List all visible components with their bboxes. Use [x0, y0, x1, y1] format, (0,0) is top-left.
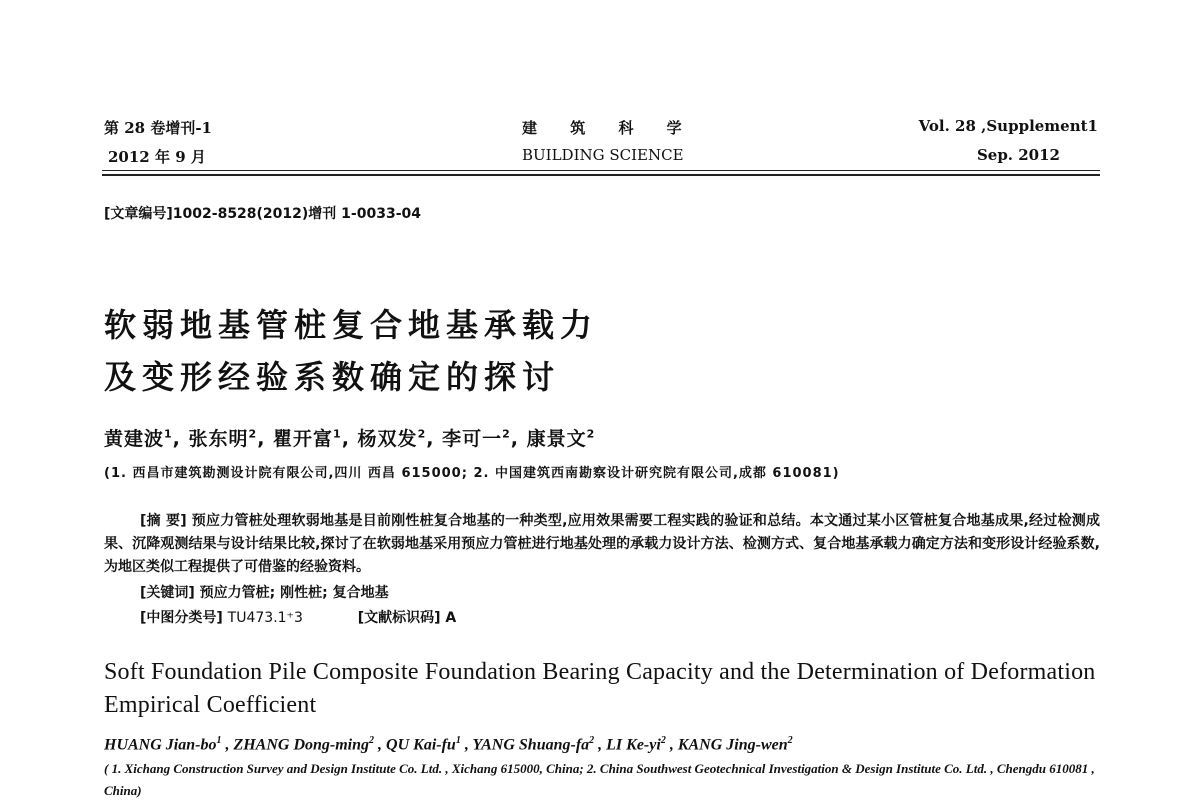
journal-name-cn: 建 筑 科 学 — [522, 119, 696, 137]
title-cn-line1: 软弱地基管桩复合地基承载力 — [104, 306, 599, 344]
clc-label: [中图分类号] — [140, 610, 223, 626]
keywords-cn — [140, 582, 389, 602]
author-en-6: KANG Jing-wen — [677, 736, 788, 754]
date-cn: 2012 年 9 月 — [108, 148, 206, 166]
affiliation-en: ( 1. Xichang Construction Survey and Design Institute Co. Ltd. , Xichang 615000, China; 2. China Southwest Geotechnical Investigation & Design Institute Co. Ltd. , Chengdu 610081 , China) — [104, 761, 1095, 798]
title-cn-line2: 及变形经验系数确定的探讨 — [104, 358, 561, 396]
author-cn-6: 康景文 — [526, 428, 587, 450]
author-cn-4: 杨双发 — [357, 428, 418, 450]
keywords-label: [关键词] — [140, 585, 195, 601]
date-en: Sep. 2012 — [976, 146, 1060, 164]
volume-en: Vol. 28 ,Supplement1 — [918, 117, 1098, 135]
author-cn-5-aff: 2 — [502, 427, 511, 441]
author-en-2: ZHANG Dong-ming — [233, 736, 370, 754]
author-cn-1-aff: 1 — [164, 427, 173, 441]
authors-cn: 黄建波$^1$, 张东明$^2$, 瞿开富$^1$, 杨双发$^2$, 李可一$^2$, 康景文$^2$ — [104, 427, 596, 450]
author-en-5: LI Ke-yi — [606, 736, 661, 754]
doc-code-label: [文献标识码] — [357, 610, 441, 626]
author-cn-5: 李可一 — [442, 428, 503, 450]
author-cn-3-aff: 1 — [333, 427, 342, 441]
author-en-3: QU Kai-fu — [386, 736, 456, 754]
author-en-2-aff: 2 — [369, 735, 375, 746]
header-rule-thick — [102, 174, 1100, 176]
doc-code-value: A — [445, 610, 457, 626]
issue-cn: 第 28 卷增刊-1 — [104, 119, 212, 137]
author-en-4: YANG Shuang-fa — [472, 736, 590, 754]
abstract-text: 预应力管桩处理软弱地基是目前刚性桩复合地基的一种类型,应用效果需要工程实践的验证和总结。本文通过某小区管桩复合地基成果,经过检测成果、沉降观测结果与设计结果比较,探讨了在软弱地基采用预应力管桩进行地基处理的承载力设计方法、检测方式、复合地基承载力确定方法和变形设计经验系数,为地区类似工程提供了可借鉴的经验资料。 — [104, 513, 1101, 575]
title-en: Soft Foundation Pile Composite Foundation Bearing Capacity and the Determination of Deformation Empirical Coefficient — [104, 659, 1096, 718]
classification-row — [140, 607, 456, 627]
author-cn-1: 黄建波 — [104, 428, 165, 450]
abstract-label: [摘 要] — [140, 513, 187, 529]
author-cn-4-aff: 2 — [417, 427, 427, 441]
author-en-1-aff: 1 — [216, 735, 222, 746]
author-cn-2-aff: 2 — [248, 427, 258, 441]
affiliation-cn: (1. 西昌市建筑勘测设计院有限公司,四川 西昌 615000; 2. 中国建筑西南勘察设计研究院有限公司,成都 610081) — [104, 466, 840, 481]
journal-name-en: BUILDING SCIENCE — [522, 146, 684, 164]
author-cn-2: 张东明 — [188, 428, 249, 450]
author-cn-6-aff: 2 — [586, 427, 596, 441]
authors-en: HUANG Jian-$bo^1$ , ZHANG Dong-ming$^2$ , QU Kai-$fu^1$ , YANG Shuang-$fa^2$ , LI $Ke-yi^2$ , KANG Jing-wen$^2$ — [104, 735, 793, 754]
header-rule-thin — [102, 170, 1100, 171]
abstract-cn — [104, 510, 1100, 579]
article-number: [文章编号]1002-8528(2012)增刊 1-0033-04 — [104, 206, 421, 222]
author-en-6-aff: 2 — [787, 735, 793, 746]
keywords-text: 预应力管桩; 刚性桩; 复合地基 — [199, 585, 389, 601]
author-en-1: HUANG Jian-bo — [104, 736, 217, 754]
author-en-3-aff: 1 — [455, 735, 461, 746]
author-en-5-aff: 2 — [660, 735, 666, 746]
author-cn-3: 瞿开富 — [273, 428, 334, 450]
clc-value: TU473.1⁺3 — [227, 610, 303, 626]
author-en-4-aff: 2 — [589, 735, 595, 746]
